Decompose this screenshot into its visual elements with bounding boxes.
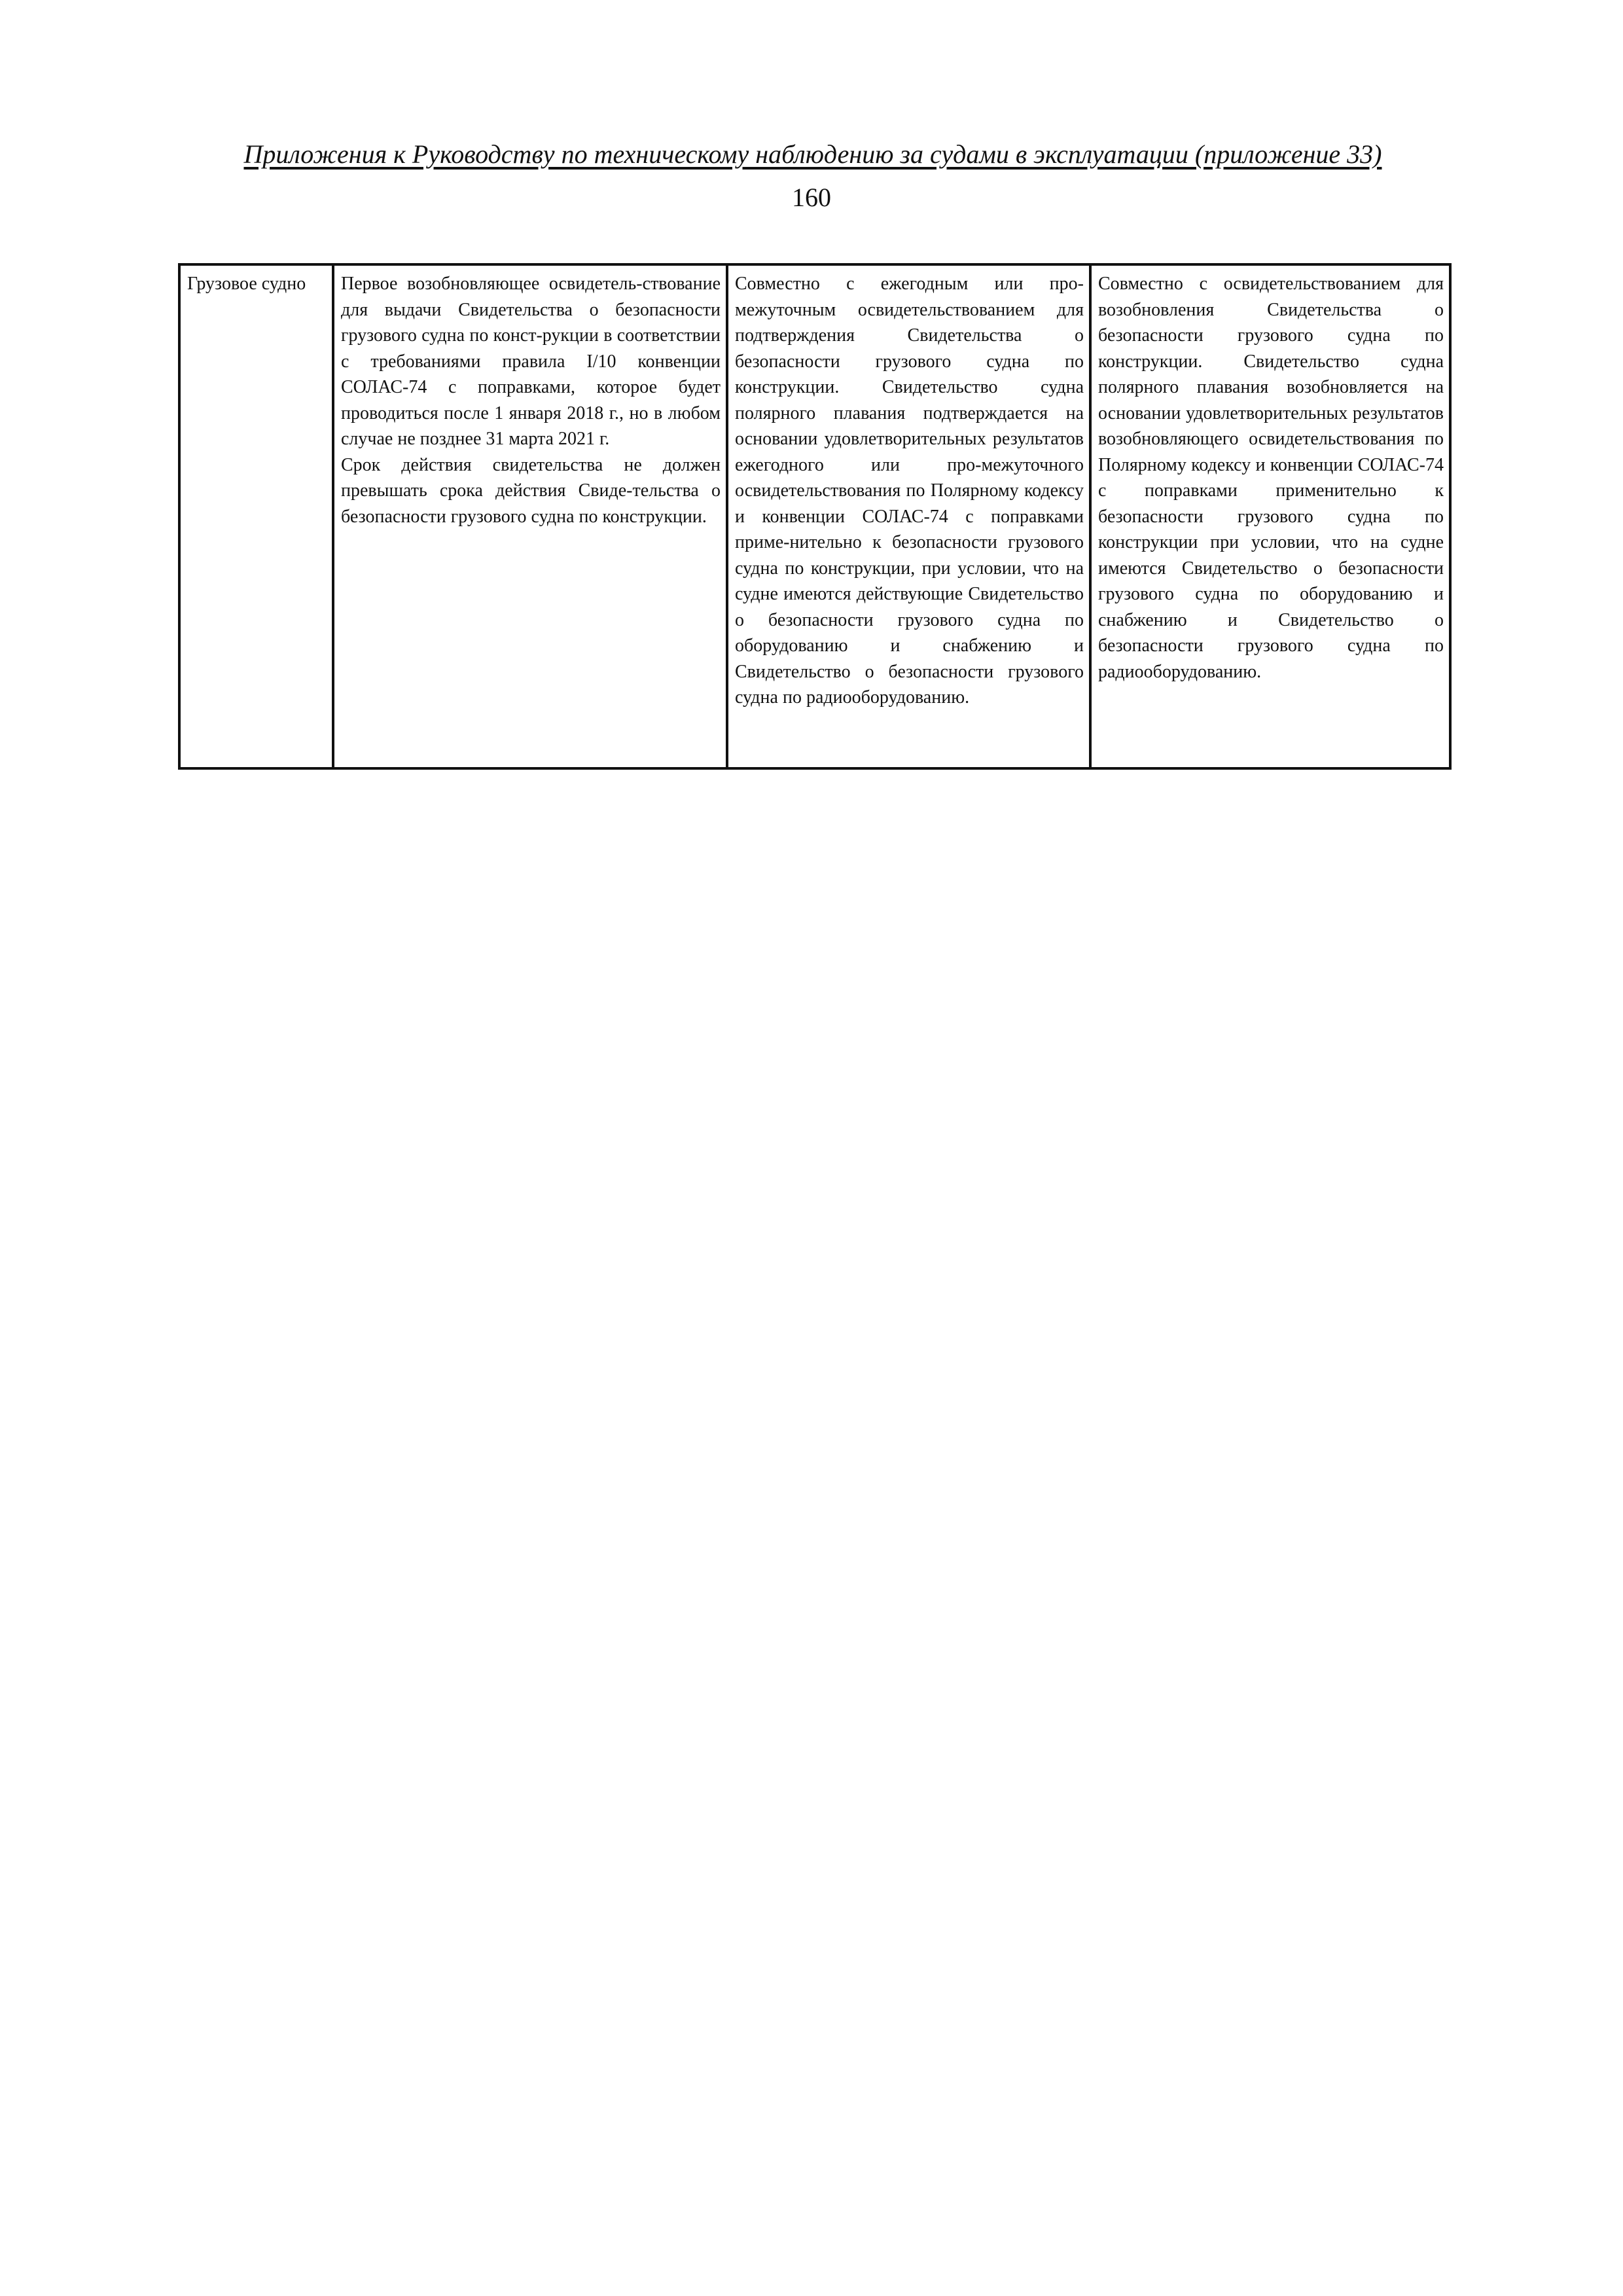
initial-survey-paragraph: Первое возобновляющее освидетель-ствование для выдачи Свидетельства о безопасности грузового судна по конст-рукции в соответствии с требованиями правила I/10 конвенции СОЛАС-74 с поправками, которое будет проводиться после 1 января 2018 г., но в любом случае не позднее 31 марта 2021 г. xyxy=(341,274,721,449)
renewal-survey-cell: Совместно с освидетельствованием для возобновления Свидетельства о безопасности грузового судна по конструкции. Свидетельство судна полярного плавания возобновляется на основании удовлетворительных результатов возобновляющего освидетельствования по Полярному кодексу и конвенции СОЛАС-74 с поправками применительно к безопасности грузового судна по конструкции при условии, что на судне имеются Свидетельство о безопасности грузового судна по оборудованию и снабжению и Свидетельство о безопасности грузового судна по радиооборудованию. xyxy=(1090,264,1450,768)
table-row xyxy=(179,264,1450,768)
page-number: 160 xyxy=(792,183,831,212)
running-header: Приложения к Руководству по техническому наблюдению за судами в эксплуатации (приложение 33) xyxy=(243,139,1382,169)
ship-type-cell: Грузовое судно xyxy=(179,264,333,768)
annual-survey-cell: Совместно с ежегодным или про-межуточным освидетельствованием для подтверждения Свидетельства о безопасности грузового судна по конструкции. Свидетельство судна полярного плавания подтверждается на основании удовлетворительных результатов ежегодного или про-межуточного освидетельствования по Полярному кодексу и конвенции СОЛАС-74 с поправками приме-нительно к безопасности грузового судна по конструкции, при условии, что на судне имеются действующие Свидетельство о безопасности грузового судна по оборудованию и снабжению и Свидетельство о безопасности грузового судна по радиооборудованию. xyxy=(727,264,1090,768)
validity-paragraph: Срок действия свидетельства не должен превышать срока действия Свиде-тельства о безопасности грузового судна по конструкции. xyxy=(341,454,721,527)
survey-table xyxy=(178,263,1452,770)
initial-survey-cell xyxy=(333,264,727,768)
